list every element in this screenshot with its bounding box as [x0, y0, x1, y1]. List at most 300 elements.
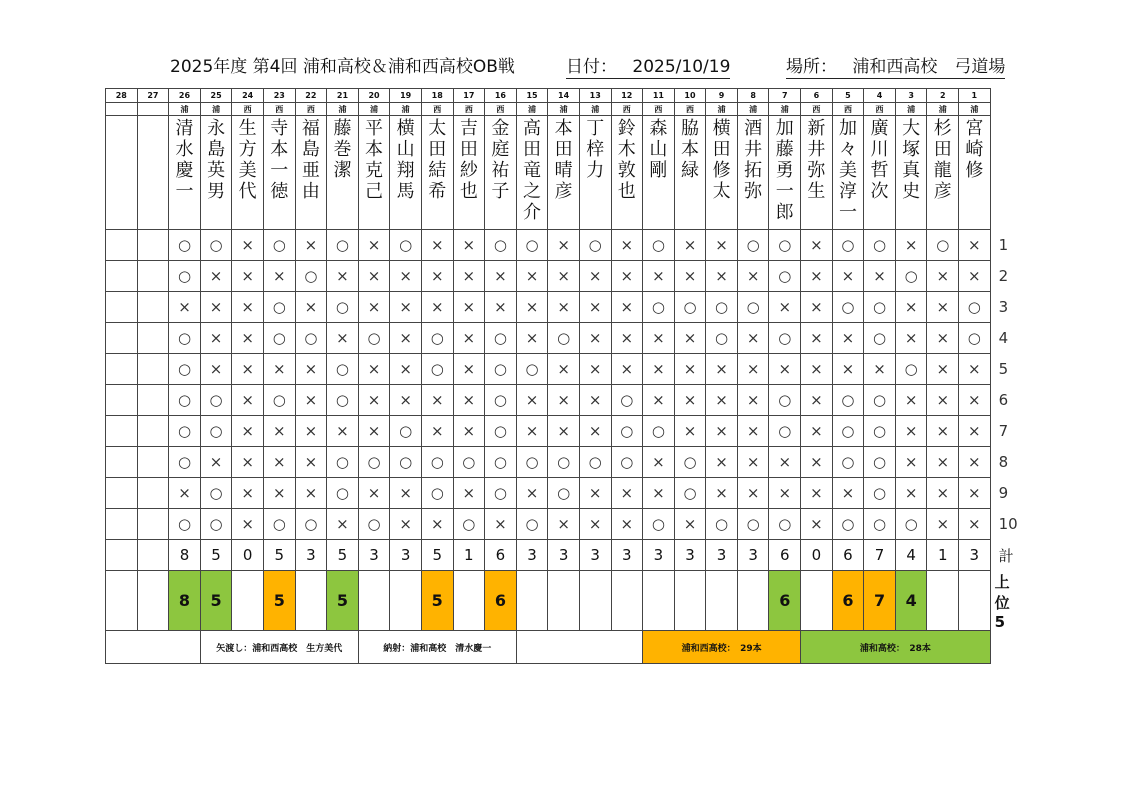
shot-mark	[137, 323, 169, 354]
shot-mark: ×	[959, 416, 991, 447]
shot-number-label: 3	[998, 298, 1009, 316]
shot-mark: ○	[263, 230, 295, 261]
shot-number-label: 6	[998, 391, 1009, 409]
school-code: 浦	[358, 103, 390, 116]
shot-mark: ○	[169, 354, 201, 385]
shot-mark: ×	[643, 478, 675, 509]
shot-mark: ○	[611, 416, 643, 447]
shot-mark: ×	[674, 261, 706, 292]
shot-mark: ×	[358, 385, 390, 416]
shot-mark: ×	[579, 416, 611, 447]
shot-mark: ×	[169, 478, 201, 509]
top5-score	[548, 571, 580, 631]
shot-row	[106, 509, 1011, 540]
archer-name-cell	[137, 116, 169, 230]
shot-mark: ×	[895, 385, 927, 416]
shot-mark: ×	[263, 447, 295, 478]
archer-name-cell	[453, 116, 485, 230]
total-hits: 6	[832, 540, 864, 571]
footer-row	[106, 631, 1011, 664]
shot-mark: ×	[421, 292, 453, 323]
shot-mark: ○	[169, 230, 201, 261]
top5-score	[611, 571, 643, 631]
shot-mark: ×	[232, 292, 264, 323]
shot-mark: ×	[895, 230, 927, 261]
top5-score	[453, 571, 485, 631]
shot-mark: ○	[485, 323, 517, 354]
competitor-number: 28	[106, 89, 138, 103]
archer-name: 杉 田 龍 彦	[933, 118, 952, 202]
school-code: 西	[864, 103, 896, 116]
shot-mark: ×	[959, 478, 991, 509]
archer-name-cell	[106, 116, 138, 230]
archer-name: 新 井 弥 生	[807, 118, 826, 202]
shot-mark: ×	[263, 416, 295, 447]
shot-number-label: 4	[998, 329, 1009, 347]
date-value: 2025/10/19	[632, 57, 731, 77]
shot-mark: ○	[864, 385, 896, 416]
archer-name: 藤 巻 潔	[333, 118, 352, 181]
shot-row	[106, 447, 1011, 478]
event-title: 2025年度 第4回 浦和高校＆浦和西高校OB戦	[170, 57, 515, 77]
shot-number-label: 9	[998, 484, 1009, 502]
top5-score: 6	[485, 571, 517, 631]
top5-score	[295, 571, 327, 631]
shot-mark: ×	[927, 385, 959, 416]
row-label-blank	[990, 116, 1010, 230]
archer-name-cell	[579, 116, 611, 230]
shot-mark: ○	[548, 323, 580, 354]
shot-mark: ×	[801, 478, 833, 509]
shot-mark: ○	[485, 447, 517, 478]
shot-mark: ×	[801, 261, 833, 292]
shot-mark: ×	[579, 385, 611, 416]
archer-name-cell	[295, 116, 327, 230]
shot-mark	[106, 416, 138, 447]
shot-mark: ×	[263, 478, 295, 509]
shot-mark: ×	[895, 416, 927, 447]
shot-mark: ×	[232, 323, 264, 354]
shot-mark	[137, 509, 169, 540]
archer-name-cell	[737, 116, 769, 230]
shot-mark: ×	[737, 447, 769, 478]
top5-score: 6	[832, 571, 864, 631]
shot-mark: ×	[706, 478, 738, 509]
total-hits: 0	[801, 540, 833, 571]
school-code: 浦	[579, 103, 611, 116]
urawa-total: 浦和高校： 28本	[801, 631, 991, 664]
shot-mark: ×	[769, 478, 801, 509]
archer-name: 清 水 慶 一	[175, 118, 194, 202]
shot-mark: ○	[643, 230, 675, 261]
archer-name: 永 島 英 男	[207, 118, 226, 202]
shot-mark: ×	[801, 416, 833, 447]
shot-mark: ×	[643, 354, 675, 385]
shot-mark: ×	[548, 385, 580, 416]
shot-mark: ○	[421, 447, 453, 478]
shot-mark: ×	[611, 230, 643, 261]
shot-mark: ○	[200, 230, 232, 261]
shot-mark: ×	[453, 261, 485, 292]
shot-mark	[106, 509, 138, 540]
shot-mark: ×	[327, 261, 359, 292]
total-hits: 4	[895, 540, 927, 571]
school-code: 西	[832, 103, 864, 116]
shot-mark: ○	[643, 509, 675, 540]
shot-mark: ○	[864, 447, 896, 478]
shot-mark: ○	[769, 230, 801, 261]
shot-mark: ×	[453, 416, 485, 447]
archer-name-cell	[390, 116, 422, 230]
shot-mark: ○	[263, 323, 295, 354]
shot-mark: ×	[737, 354, 769, 385]
shot-mark	[106, 323, 138, 354]
total-hits: 7	[864, 540, 896, 571]
shot-mark: ×	[421, 416, 453, 447]
shot-mark: ○	[263, 385, 295, 416]
shot-mark: ×	[516, 416, 548, 447]
competitor-number: 6	[801, 89, 833, 103]
archer-name-cell	[706, 116, 738, 230]
competitor-number: 14	[548, 89, 580, 103]
total-hits: 3	[737, 540, 769, 571]
competitor-number: 13	[579, 89, 611, 103]
shot-mark: ○	[169, 416, 201, 447]
shot-mark: ○	[327, 230, 359, 261]
shot-mark	[137, 385, 169, 416]
competitor-number: 8	[737, 89, 769, 103]
shot-mark: ○	[769, 385, 801, 416]
top5-score: 5	[200, 571, 232, 631]
shot-mark: ×	[737, 478, 769, 509]
shot-mark: ×	[801, 230, 833, 261]
shot-mark: ×	[485, 509, 517, 540]
rank-row	[106, 571, 1011, 631]
shot-mark: ×	[611, 261, 643, 292]
total-hits: 6	[485, 540, 517, 571]
shot-mark: ×	[200, 447, 232, 478]
shot-mark: ×	[516, 323, 548, 354]
archer-name: 丁 梓 力	[586, 118, 605, 181]
shot-mark: ○	[390, 230, 422, 261]
shot-mark: ×	[232, 261, 264, 292]
top5-score: 5	[421, 571, 453, 631]
shot-mark: ×	[548, 230, 580, 261]
shot-mark: ×	[579, 323, 611, 354]
shot-mark	[137, 447, 169, 478]
archer-name: 生 方 美 代	[238, 118, 257, 202]
competitor-number: 1	[959, 89, 991, 103]
shot-mark: ×	[611, 478, 643, 509]
shot-mark: ○	[327, 447, 359, 478]
shot-mark: ×	[295, 447, 327, 478]
archer-name-cell	[485, 116, 517, 230]
shot-mark: ×	[579, 354, 611, 385]
total-hits: 3	[295, 540, 327, 571]
school-code: 浦	[548, 103, 580, 116]
shot-mark: ×	[295, 292, 327, 323]
shot-mark: ×	[200, 354, 232, 385]
shot-mark: ○	[769, 261, 801, 292]
competitor-number: 17	[453, 89, 485, 103]
shot-mark: ○	[516, 509, 548, 540]
shot-mark: ×	[959, 261, 991, 292]
shot-mark: ○	[200, 385, 232, 416]
total-hits: 3	[611, 540, 643, 571]
shot-mark: ○	[832, 416, 864, 447]
shot-mark: ○	[516, 447, 548, 478]
shot-mark: ○	[200, 509, 232, 540]
shot-number-label: 7	[998, 422, 1009, 440]
shot-row	[106, 354, 1011, 385]
shot-mark: ○	[169, 323, 201, 354]
competitor-number: 11	[643, 89, 675, 103]
footer-blank	[106, 631, 201, 664]
competitor-number: 18	[421, 89, 453, 103]
shot-mark: ○	[421, 478, 453, 509]
top5-score	[106, 571, 138, 631]
shot-mark: ×	[358, 230, 390, 261]
venue-field	[786, 52, 1005, 79]
shot-mark: ×	[801, 447, 833, 478]
shot-mark: ×	[295, 354, 327, 385]
total-hits	[106, 540, 138, 571]
archer-name	[106, 116, 137, 118]
school-code: 浦	[200, 103, 232, 116]
shot-mark: ○	[485, 385, 517, 416]
shot-mark: ×	[801, 385, 833, 416]
archer-name: 本 田 晴 彦	[554, 118, 573, 202]
shot-mark: ○	[295, 261, 327, 292]
shot-mark: ○	[421, 354, 453, 385]
shot-mark: ×	[453, 354, 485, 385]
shot-number-label: 8	[998, 453, 1009, 471]
competitor-number: 12	[611, 89, 643, 103]
shot-mark: ○	[200, 416, 232, 447]
top5-score	[579, 571, 611, 631]
archer-name-cell	[959, 116, 991, 230]
shot-mark: ×	[674, 416, 706, 447]
top5-score	[516, 571, 548, 631]
archer-name-cell	[516, 116, 548, 230]
total-hits: 3	[390, 540, 422, 571]
shot-mark: ×	[327, 509, 359, 540]
top5-score: 6	[769, 571, 801, 631]
shot-mark: ○	[959, 323, 991, 354]
shot-mark: ×	[895, 447, 927, 478]
shot-mark: ×	[358, 261, 390, 292]
shot-mark: ×	[390, 509, 422, 540]
total-label: 計	[998, 546, 1014, 565]
shot-mark: ×	[421, 509, 453, 540]
shot-mark: ○	[390, 447, 422, 478]
competitor-number: 19	[390, 89, 422, 103]
shot-row	[106, 292, 1011, 323]
shot-mark: ×	[232, 230, 264, 261]
top5-score: 5	[263, 571, 295, 631]
archer-name-cell	[548, 116, 580, 230]
shot-mark: ○	[295, 509, 327, 540]
total-hits: 3	[959, 540, 991, 571]
archer-name: 宮 崎 修	[965, 118, 984, 181]
total-hits: 6	[769, 540, 801, 571]
shot-mark: ○	[327, 478, 359, 509]
shot-mark	[137, 230, 169, 261]
top5-label: 上位5	[994, 572, 1010, 631]
shot-mark: ×	[453, 230, 485, 261]
name-row	[106, 116, 1011, 230]
total-hits: 3	[706, 540, 738, 571]
shot-mark: ○	[485, 354, 517, 385]
shot-mark: ○	[263, 509, 295, 540]
shot-mark: ×	[421, 261, 453, 292]
date-label: 日付：	[566, 57, 617, 77]
top5-score	[643, 571, 675, 631]
shot-number-label: 10	[998, 515, 1018, 533]
shot-mark: ○	[358, 447, 390, 478]
shot-mark: ○	[864, 478, 896, 509]
archer-name: 高 田 竜 之 介	[523, 118, 542, 223]
shot-mark: ○	[327, 354, 359, 385]
shot-mark: ○	[832, 509, 864, 540]
shot-mark: ×	[895, 323, 927, 354]
shot-mark: ×	[200, 323, 232, 354]
school-code: 浦	[169, 103, 201, 116]
shot-mark: ○	[485, 478, 517, 509]
competitor-number: 3	[895, 89, 927, 103]
shot-mark: ×	[643, 261, 675, 292]
shot-mark	[106, 230, 138, 261]
shot-mark: ×	[453, 385, 485, 416]
total-hits: 3	[516, 540, 548, 571]
total-hits	[137, 540, 169, 571]
shot-mark: ×	[674, 385, 706, 416]
shot-mark: ×	[516, 292, 548, 323]
row-label-blank	[990, 89, 1010, 103]
shot-mark: ○	[864, 323, 896, 354]
shot-number-label: 1	[998, 236, 1009, 254]
shot-mark: ○	[674, 292, 706, 323]
shot-number-label: 5	[998, 360, 1009, 378]
top5-score	[927, 571, 959, 631]
shot-mark: ×	[390, 292, 422, 323]
shot-mark: ×	[801, 292, 833, 323]
shot-mark: ○	[453, 447, 485, 478]
shot-mark: ○	[579, 230, 611, 261]
shot-mark: ○	[327, 385, 359, 416]
shot-mark: ×	[579, 292, 611, 323]
school-code: 西	[232, 103, 264, 116]
shot-mark: ×	[611, 323, 643, 354]
school-code: 西	[453, 103, 485, 116]
archer-name-cell	[358, 116, 390, 230]
shot-mark	[137, 292, 169, 323]
score-table	[105, 88, 1018, 664]
shot-mark: ○	[548, 447, 580, 478]
shot-mark: ○	[832, 230, 864, 261]
shot-mark: ×	[927, 261, 959, 292]
shot-mark: ×	[832, 478, 864, 509]
school-code: 西	[295, 103, 327, 116]
archer-name-cell	[927, 116, 959, 230]
shot-mark: ○	[895, 261, 927, 292]
shot-mark: ×	[390, 323, 422, 354]
shot-mark: ○	[832, 292, 864, 323]
shot-mark: ○	[516, 354, 548, 385]
shot-mark: ○	[643, 292, 675, 323]
shot-mark: ○	[895, 354, 927, 385]
shot-mark: ×	[263, 261, 295, 292]
shot-mark: ×	[453, 292, 485, 323]
archer-name: 吉 田 紗 也	[459, 118, 478, 202]
top5-score: 4	[895, 571, 927, 631]
shot-mark: ×	[453, 323, 485, 354]
top5-score	[137, 571, 169, 631]
competitor-number: 7	[769, 89, 801, 103]
top5-score	[801, 571, 833, 631]
shot-mark: ○	[358, 323, 390, 354]
shot-mark	[137, 478, 169, 509]
top5-score	[959, 571, 991, 631]
shot-mark: ○	[864, 509, 896, 540]
shot-mark: ×	[295, 416, 327, 447]
school-code: 浦	[737, 103, 769, 116]
school-code: 浦	[895, 103, 927, 116]
school-code: 浦	[706, 103, 738, 116]
shot-mark: ○	[421, 323, 453, 354]
archer-name-cell	[895, 116, 927, 230]
shot-mark: ×	[895, 478, 927, 509]
school-code: 浦	[327, 103, 359, 116]
shot-mark: ×	[548, 261, 580, 292]
shot-mark: ×	[358, 416, 390, 447]
shot-mark: ×	[169, 292, 201, 323]
shot-mark: ×	[485, 292, 517, 323]
shot-mark: ×	[295, 385, 327, 416]
shot-mark: ×	[232, 478, 264, 509]
school-code: 西	[263, 103, 295, 116]
noja-note: 納射：浦和高校 清水慶一	[358, 631, 516, 664]
shot-mark: ×	[390, 261, 422, 292]
total-hits: 1	[927, 540, 959, 571]
shot-mark: ○	[737, 230, 769, 261]
shot-mark: ○	[674, 478, 706, 509]
shot-mark	[137, 354, 169, 385]
shot-mark: ×	[611, 354, 643, 385]
archer-name: 鈴 木 敦 也	[617, 118, 636, 202]
shot-mark	[137, 416, 169, 447]
shot-mark: ×	[200, 261, 232, 292]
shot-mark	[137, 261, 169, 292]
shot-mark: ×	[421, 385, 453, 416]
venue-label: 場所：	[786, 57, 837, 77]
archer-name-cell	[674, 116, 706, 230]
archer-name-cell	[769, 116, 801, 230]
shot-mark: ○	[706, 509, 738, 540]
top5-score: 8	[169, 571, 201, 631]
shot-mark: ○	[295, 323, 327, 354]
top5-score	[390, 571, 422, 631]
shot-mark: ×	[706, 447, 738, 478]
total-hits: 3	[548, 540, 580, 571]
school-code: 西	[421, 103, 453, 116]
archer-name: 酒 井 拓 弥	[744, 118, 763, 202]
competitor-number: 10	[674, 89, 706, 103]
shot-mark: ×	[232, 509, 264, 540]
total-hits: 5	[327, 540, 359, 571]
shot-mark: ×	[643, 323, 675, 354]
shot-mark: ×	[674, 509, 706, 540]
